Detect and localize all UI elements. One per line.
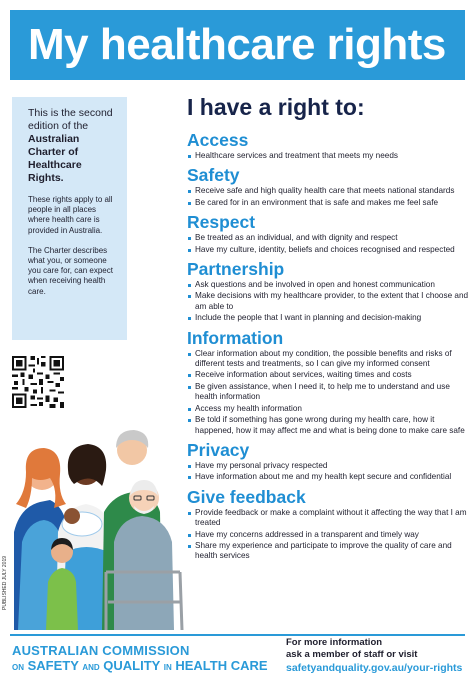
right-item: Have my personal privacy respected <box>187 461 469 471</box>
website-link[interactable]: safetyandquality.gov.au/your-rights <box>286 662 463 674</box>
right-item: Ask questions and be involved in open and honest communication <box>187 280 469 290</box>
rights-sections <box>187 130 469 562</box>
org-in: IN <box>163 663 172 672</box>
ask-staff-text: ask a member of staff or visit <box>286 649 418 660</box>
section-items <box>187 186 469 208</box>
published-date: PUBLISHED JULY 2019 <box>2 555 8 610</box>
right-item: Receive information about services, waiting times and costs <box>187 370 469 380</box>
right-item: Be told if something has gone wrong during my health care, how it happened, how it may affect me and what is being done to make care safe <box>187 415 469 436</box>
section-title: Privacy <box>187 439 250 460</box>
section-items <box>187 151 469 161</box>
section-title: Access <box>187 130 249 150</box>
right-item: Access my health information <box>187 404 469 414</box>
right-item: Have information about me and my health kept secure and confidential <box>187 472 469 482</box>
rights-section <box>187 328 469 436</box>
rights-section <box>187 440 469 483</box>
right-item: Provide feedback or make a complaint without it affecting the way that I am treated <box>187 508 469 529</box>
section-items <box>187 461 469 483</box>
right-item: Healthcare services and treatment that meets my needs <box>187 151 469 161</box>
charter-intro <box>28 107 119 185</box>
rights-section <box>187 130 469 161</box>
org-name-line1: AUSTRALIAN COMMISSION <box>12 643 190 658</box>
right-item: Receive safe and high quality health care that meets national standards <box>187 186 469 196</box>
rights-list <box>187 94 469 566</box>
family-people-illustration <box>10 412 188 630</box>
charter-intro-bold: Australian Charter of Healthcare Rights. <box>28 133 82 184</box>
org-on: ON <box>12 663 24 672</box>
section-items <box>187 280 469 324</box>
right-item: Include the people that I want in planning and decision-making <box>187 313 469 323</box>
rights-heading: I have a right to: <box>187 94 365 120</box>
contact-info <box>286 637 462 675</box>
right-item: Be given assistance, when I need it, to help me to understand and use health information <box>187 382 469 403</box>
rights-section <box>187 259 469 324</box>
title-banner <box>10 10 465 80</box>
org-quality: QUALITY <box>103 658 161 673</box>
section-title: Give feedback <box>187 486 306 507</box>
more-info-text: For more information <box>286 637 383 648</box>
right-item: Be treated as an individual, and with dignity and respect <box>187 233 469 243</box>
section-items <box>187 508 469 562</box>
rights-section <box>187 165 469 208</box>
rights-section <box>187 212 469 255</box>
org-health-care: HEALTH CARE <box>175 658 268 673</box>
charter-para-2: The Charter describes what you, or someone you care for, can expect when receiving health care. <box>28 245 113 296</box>
org-name-line2 <box>12 658 268 673</box>
charter-info-box <box>12 97 127 340</box>
footer-divider <box>10 634 465 636</box>
section-title: Respect <box>187 212 256 233</box>
rights-section <box>187 487 469 562</box>
charter-para-1: These rights apply to all people in all places where health care is provided in Australia. <box>28 195 113 235</box>
org-and: AND <box>82 663 100 672</box>
charter-intro-plain: This is the second edition of the <box>28 107 113 132</box>
section-title: Information <box>187 327 284 348</box>
section-items <box>187 349 469 436</box>
section-items <box>187 233 469 255</box>
qr-code-icon[interactable] <box>12 356 64 408</box>
right-item: Have my concerns addressed in a transparent and timely way <box>187 530 469 540</box>
section-title: Safety <box>187 165 240 186</box>
section-title: Partnership <box>187 259 285 280</box>
right-item: Be cared for in an environment that is safe and makes me feel safe <box>187 198 469 208</box>
org-safety: SAFETY <box>27 658 79 673</box>
right-item: Make decisions with my healthcare provider, to the extent that I choose and am able to <box>187 291 469 312</box>
page-title: My healthcare rights <box>28 20 446 69</box>
footer <box>0 634 475 678</box>
right-item: Clear information about my condition, the possible benefits and risks of different tests and treatments, so I can give my informed consent <box>187 349 469 370</box>
right-item: Share my experience and participate to improve the quality of care and health services <box>187 541 469 562</box>
right-item: Have my culture, identity, beliefs and choices recognised and respected <box>187 245 469 255</box>
